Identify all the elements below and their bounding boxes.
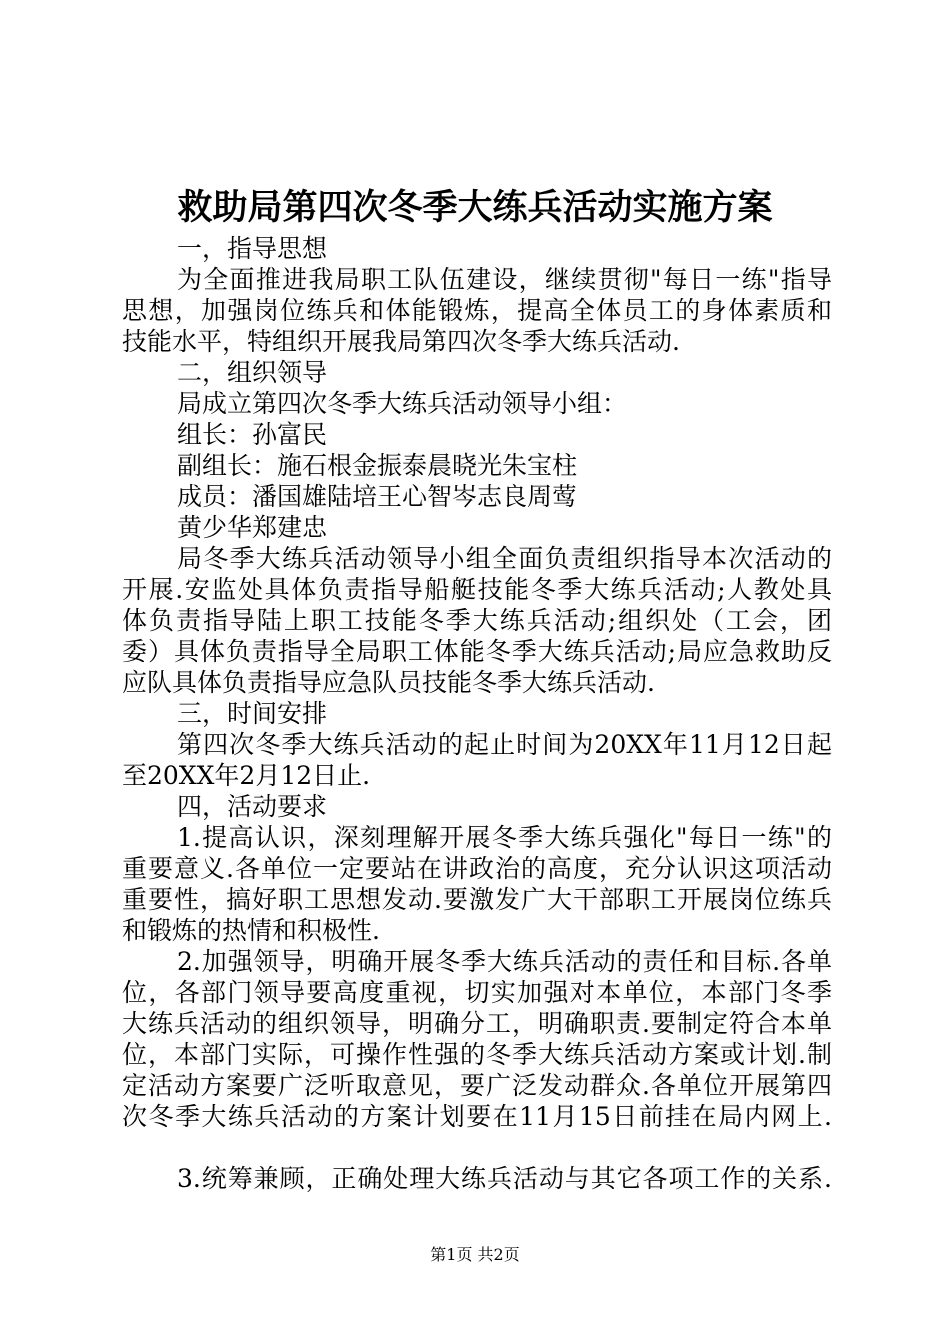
section-heading-organization: 二，组织领导 — [177, 358, 328, 387]
paragraph-line: 重要性，搞好职工思想发动.要激发广大干部职工开展岗位练兵 — [122, 885, 832, 914]
paragraph-line: 为全面推进我局职工队伍建设，继续贯彻"每日一练"指导 — [177, 265, 832, 294]
paragraph-line: 重要意义.各单位一定要站在讲政治的高度，充分认识这项活动 — [122, 854, 832, 883]
paragraph-line: 至20XX年2月12日止. — [122, 761, 371, 790]
paragraph-line: 技能水平，特组织开展我局第四次冬季大练兵活动. — [122, 327, 680, 356]
leader-line: 组长：孙富民 — [177, 420, 328, 449]
paragraph-line: 大练兵活动的组织领导，明确分工，明确职责.要制定符合本单 — [122, 1009, 832, 1038]
members-line: 成员：潘国雄陆培王心智岑志良周莺 — [177, 482, 578, 511]
section-heading-requirements: 四，活动要求 — [177, 792, 328, 821]
paragraph-gap — [122, 1132, 832, 1163]
paragraph-line: 开展.安监处具体负责指导船艇技能冬季大练兵活动;人教处具 — [122, 575, 832, 604]
paragraph-line: 2.加强领导，明确开展冬季大练兵活动的责任和目标.各单 — [177, 947, 832, 976]
paragraph-line: 应队具体负责指导应急队员技能冬季大练兵活动. — [122, 668, 655, 697]
paragraph-line: 思想，加强岗位练兵和体能锻炼，提高全体员工的身体素质和 — [122, 296, 832, 325]
paragraph-line: 次冬季大练兵活动的方案计划要在11月15日前挂在局内网上. — [122, 1102, 832, 1131]
page-title: 救助局第四次冬季大练兵活动实施方案 — [177, 188, 773, 228]
paragraph-line: 局冬季大练兵活动领导小组全面负责组织指导本次活动的 — [177, 544, 832, 573]
paragraph-line: 位，本部门实际，可操作性强的冬季大练兵活动方案或计划.制 — [122, 1040, 832, 1069]
paragraph-line: 和锻炼的热情和积极性. — [122, 916, 380, 945]
page-footer: 第1页 共2页 — [430, 1245, 520, 1264]
paragraph-line: 局成立第四次冬季大练兵活动领导小组： — [177, 389, 628, 418]
paragraph-line: 位，各部门领导要高度重视，切实加强对本单位，本部门冬季 — [122, 978, 832, 1007]
document-body — [122, 233, 832, 1194]
paragraph-line: 委）具体负责指导全局职工体能冬季大练兵活动;局应急救助反 — [122, 637, 832, 666]
members-line: 黄少华郑建忠 — [177, 513, 328, 542]
paragraph-line: 1.提高认识，深刻理解开展冬季大练兵强化"每日一练"的 — [177, 823, 832, 852]
paragraph-line: 第四次冬季大练兵活动的起止时间为20XX年11月12日起 — [177, 730, 832, 759]
paragraph-line: 3.统筹兼顾，正确处理大练兵活动与其它各项工作的关系. — [177, 1164, 832, 1193]
deputy-leader-line: 副组长：施石根金振泰晨晓光朱宝柱 — [177, 451, 578, 480]
section-heading-schedule: 三，时间安排 — [177, 699, 328, 728]
section-heading-guiding-ideology: 一，指导思想 — [177, 234, 328, 263]
paragraph-line: 定活动方案要广泛听取意见，要广泛发动群众.各单位开展第四 — [122, 1071, 832, 1100]
paragraph-line: 体负责指导陆上职工技能冬季大练兵活动;组织处（工会，团 — [122, 606, 832, 635]
